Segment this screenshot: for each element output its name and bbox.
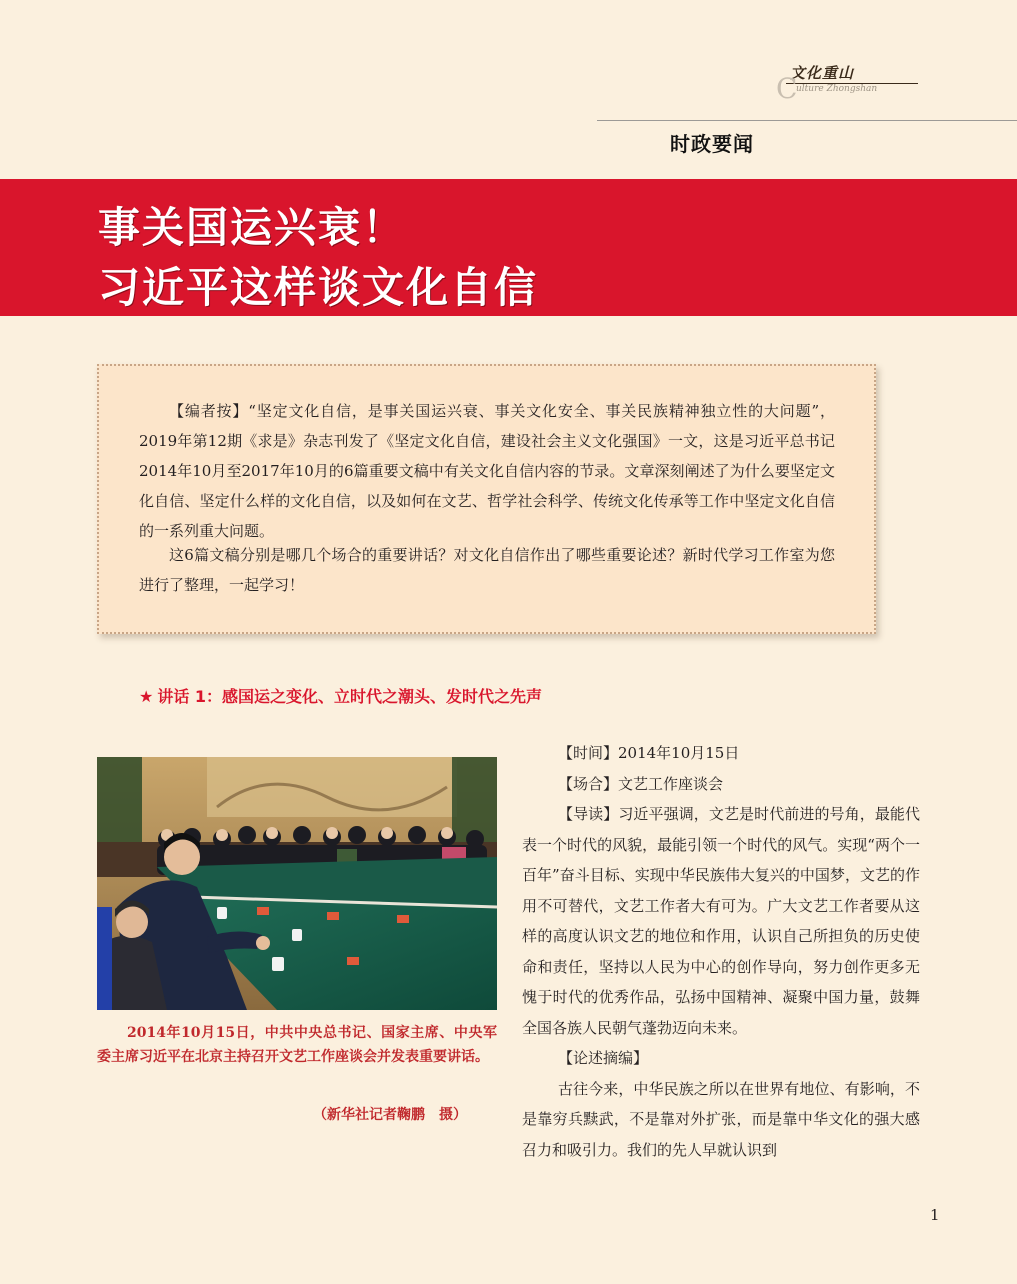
magazine-logo xyxy=(776,62,918,105)
logo-subtitle: ulture Zhongshan xyxy=(796,84,878,94)
logo-letter: C xyxy=(776,72,798,105)
title-banner xyxy=(0,179,1017,316)
speech-intro: 【导读】习近平强调，文艺是时代前进的号角，最能代表一个时代的风貌，最能引领一个时代的风气。实现“两个一百年”奋斗目标、实现中华民族伟大复兴的中国梦，文艺的作用不可替代，文艺工作者大有可为。广大文艺工作者要从这样的高度认识文艺的地位和作用，认识自己所担负的历史使命和责任，坚持以人民为中心的创作导向，努力创作更多无愧于时代的优秀作品，弘扬中国精神、凝聚中国力量，鼓舞全国各族人民朝气蓬勃迈向未来。 xyxy=(522,805,920,1037)
speech-heading-text: 讲话 1：感国运之变化、立时代之潮头、发时代之先声 xyxy=(157,687,543,706)
photo-credit: （新华社记者鞠鹏 摄） xyxy=(313,1107,467,1123)
editor-note-paragraph-2: 这6篇文稿分别是哪几个场合的重要讲话？对文化自信作出了哪些重要论述？新时代学习工作室为您进行了整理，一起学习！ xyxy=(139,546,835,594)
section-title: 时政要闻 xyxy=(670,132,754,156)
speech-heading xyxy=(139,684,542,707)
speech-venue: 【场合】文艺工作座谈会 xyxy=(558,774,724,793)
meeting-photo-illustration xyxy=(97,757,497,1010)
speech-time: 【时间】2014年10月15日 xyxy=(558,744,740,762)
meeting-photo xyxy=(97,757,497,1010)
logo-script-text: 文化重山 xyxy=(790,64,855,82)
editor-note-paragraph-1: 【编者按】“坚定文化自信，是事关国运兴衰、事关文化安全、事关民族精神独立性的大问题”，2019年第12期《求是》杂志刊发了《坚定文化自信，建设社会主义文化强国》一文，这是习近平总书记2014年10月至2017年10月的6篇重要文稿中有关文化自信内容的节录。文章深刻阐述了为什么要坚定文化自信、坚定什么样的文化自信，以及如何在文艺、哲学社会科学、传统文化传承等工作中坚定文化自信的一系列重大问题。 xyxy=(139,402,835,540)
headline-line-2: 习近平这样谈文化自信 xyxy=(98,263,539,312)
star-icon: ★ xyxy=(139,687,154,706)
article-column xyxy=(522,738,920,1165)
editor-note-box xyxy=(97,364,876,634)
photo-caption: 2014年10月15日，中共中央总书记、国家主席、中央军委主席习近平在北京主持召开文艺工作座谈会并发表重要讲话。 xyxy=(97,1025,497,1065)
header-divider xyxy=(597,120,1017,121)
excerpt-label: 【论述摘编】 xyxy=(558,1049,649,1067)
excerpt-text: 古往今来，中华民族之所以在世界有地位、有影响，不是靠穷兵黩武，不是靠对外扩张，而是靠中华文化的强大感召力和吸引力。我们的先人早就认识到 xyxy=(522,1079,920,1159)
headline-line-1: 事关国运兴衰！ xyxy=(98,203,407,252)
page-number: 1 xyxy=(930,1206,940,1224)
